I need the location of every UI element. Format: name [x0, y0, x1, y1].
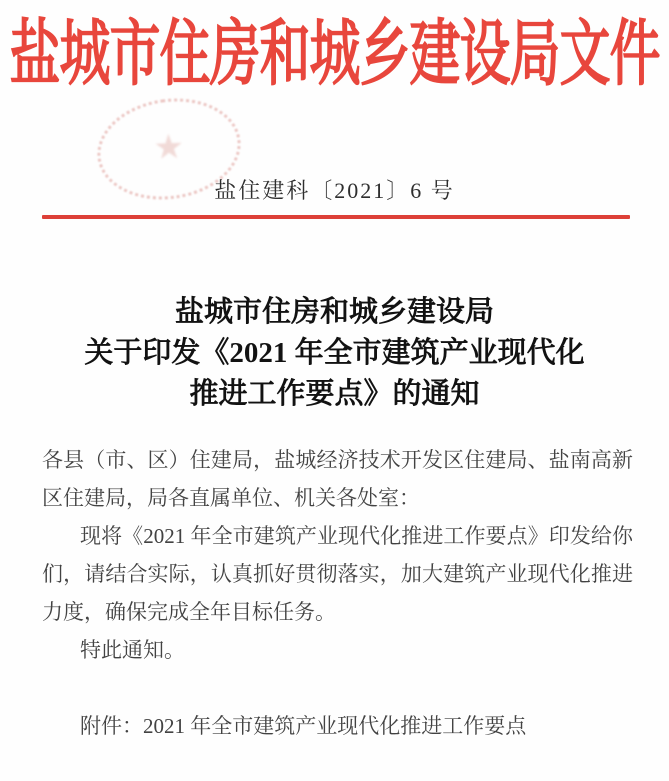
document-title-line-3: 推进工作要点》的通知 [189, 378, 480, 410]
document-number: 盐住建科〔2021〕6 号 [214, 178, 455, 203]
red-divider-line [42, 215, 630, 219]
salutation-paragraph: 各县（市、区）住建局，盐城经济技术开发区住建局、盐南高新区住建局，局各直属单位、机关各处室： [42, 448, 633, 510]
attachment-reference: 附件：2021 年全市建筑产业现代化推进工作要点 [80, 714, 527, 738]
closing-paragraph: 特此通知。 [80, 638, 185, 662]
letterhead-title: 盐城市住房和城乡建设局文件 [9, 16, 660, 96]
document-title-line-1: 盐城市住房和城乡建设局 [174, 296, 494, 328]
document-body [42, 441, 633, 745]
main-paragraph: 现将《2021 年全市建筑产业现代化推进工作要点》印发给你们，请结合实际，认真抓好贯彻落实，加大建筑产业现代化推进力度，确保完成全年目标任务。 [42, 524, 633, 624]
seal-star-icon: ★ [152, 126, 185, 168]
document-title-line-2: 关于印发《2021 年全市建筑产业现代化 [84, 337, 585, 369]
document-title [0, 292, 669, 415]
